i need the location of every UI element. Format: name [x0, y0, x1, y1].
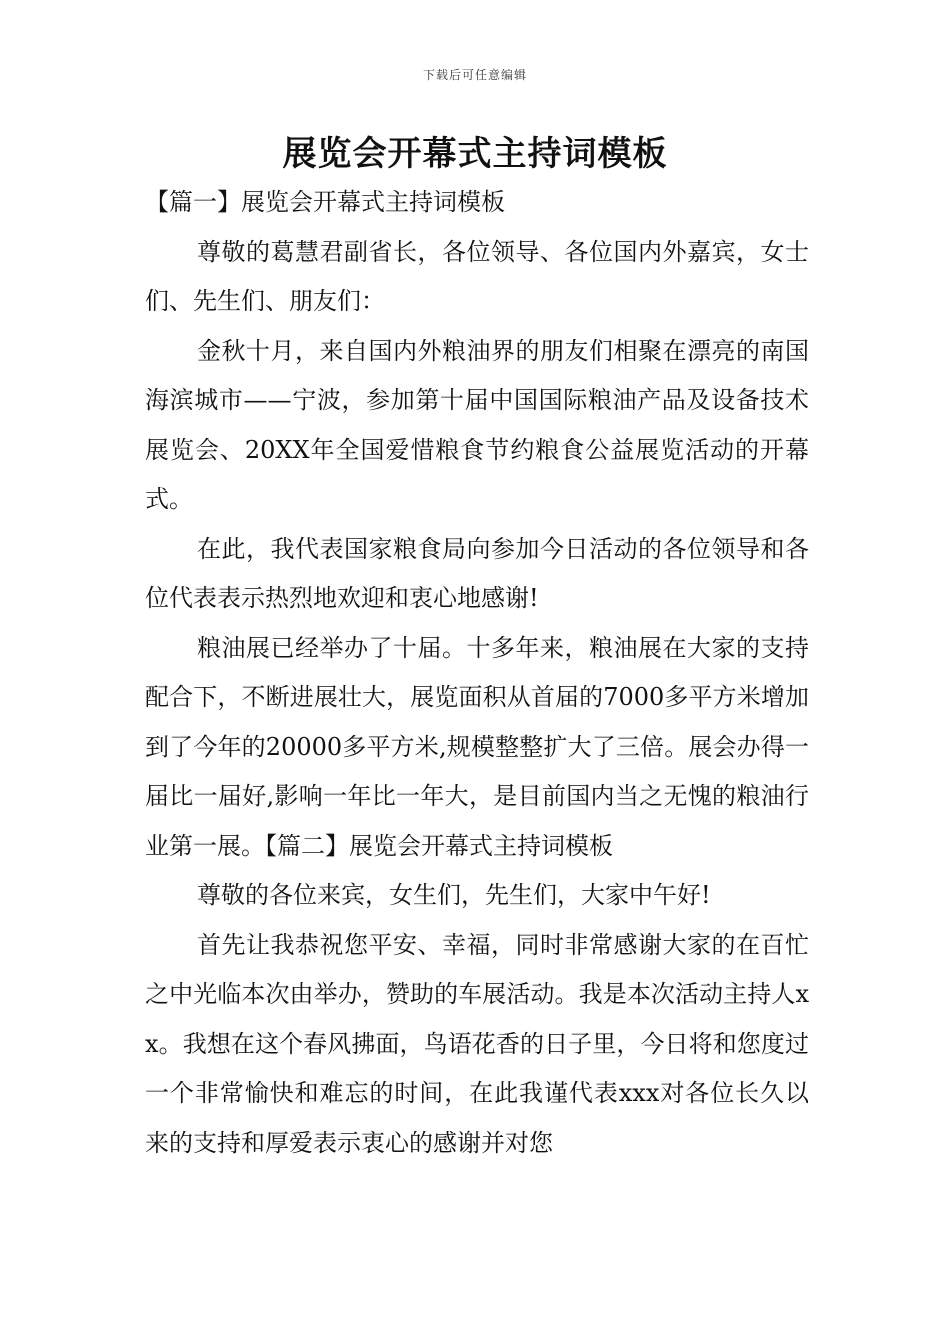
- paragraph-1: 尊敬的葛慧君副省长，各位领导、各位国内外嘉宾，女士们、先生们、朋友们：: [145, 237, 809, 315]
- header-note: 下载后可任意编辑: [422, 68, 527, 82]
- paragraph-3: 在此，我代表国家粮食局向参加今日活动的各位领导和各位代表表示热烈地欢迎和衷心地感谢!: [145, 534, 809, 612]
- paragraph-2: 金秋十月，来自国内外粮油界的朋友们相聚在漂亮的南国海滨城市——宁波，参加第十届中国国际粮油产品及设备技术展览会、20XX年全国爱惜粮食节约粮食公益展览活动的开幕式。: [145, 336, 809, 513]
- document-body: [145, 178, 809, 1168]
- paragraph-4: 粮油展已经举办了十届。十多年来，粮油展在大家的支持配合下，不断进展壮大，展览面积从首届的7000多平方米增加到了今年的20000多平方米,规模整整扩大了三倍。展会办得一届比一届好,影响一年比一年大，是目前国内当之无愧的粮油行业第一展。【篇二】展览会开幕式主持词模板: [145, 633, 809, 860]
- page-title: 展览会开幕式主持词模板: [282, 134, 668, 174]
- section-heading: 【篇一】展览会开幕式主持词模板: [145, 188, 505, 216]
- paragraph-6: 首先让我恭祝您平安、幸福，同时非常感谢大家的在百忙之中光临本次由举办，赞助的车展活动。我是本次活动主持人xx。我想在这个春风拂面，鸟语花香的日子里，今日将和您度过一个非常愉快和难忘的时间，在此我谨代表xxx对各位长久以来的支持和厚爱表示衷心的感谢并对您: [145, 930, 809, 1157]
- paragraph-5: 尊敬的各位来宾，女生们，先生们，大家中午好!: [197, 881, 711, 909]
